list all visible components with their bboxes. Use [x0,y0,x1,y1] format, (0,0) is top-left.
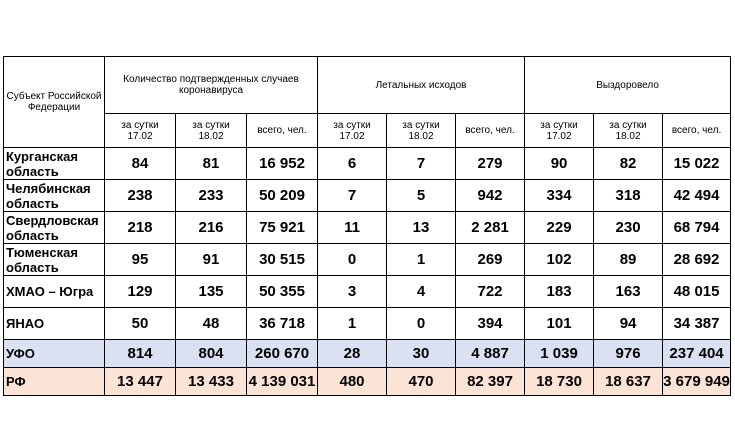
subheader-line: за сутки [192,119,230,131]
subheader-line: 18.02 [408,130,434,142]
column-subheader [105,114,176,148]
value-cell: 84 [105,148,176,180]
value-cell: 814 [105,340,176,368]
value-cell: 42 494 [663,180,731,212]
value-cell: 34 387 [663,308,731,340]
value-cell: 260 670 [247,340,318,368]
column-subheader [318,114,387,148]
value-cell: 13 433 [176,368,247,396]
value-cell: 28 [318,340,387,368]
table-row [4,276,731,308]
value-cell: 102 [525,244,594,276]
value-cell: 238 [105,180,176,212]
region-name-cell: Тюменская область [4,244,105,276]
subheader-line: всего, чел. [257,125,307,136]
table-row [4,308,731,340]
header-row [4,57,731,114]
subheader-line: всего, чел. [465,125,515,136]
value-cell: 91 [176,244,247,276]
value-cell: 233 [176,180,247,212]
confirmed-group-header: Количество подтвержденных случаев коронавируса [105,57,318,114]
table-body [4,148,731,396]
value-cell: 216 [176,212,247,244]
region-name-cell: Курганская область [4,148,105,180]
value-cell: 4 139 031 [247,368,318,396]
value-cell: 976 [594,340,663,368]
subheader-line: всего, чел. [671,125,722,136]
value-cell: 11 [318,212,387,244]
table-row [4,148,731,180]
value-cell: 18 637 [594,368,663,396]
table-row [4,368,731,396]
value-cell: 82 [594,148,663,180]
value-cell: 4 [387,276,456,308]
table-row [4,180,731,212]
value-cell: 163 [594,276,663,308]
subheader-line: за сутки [540,119,578,131]
value-cell: 50 209 [247,180,318,212]
value-cell: 722 [456,276,525,308]
value-cell: 15 022 [663,148,731,180]
value-cell: 36 718 [247,308,318,340]
column-subheader [387,114,456,148]
value-cell: 68 794 [663,212,731,244]
value-cell: 230 [594,212,663,244]
value-cell: 0 [387,308,456,340]
region-name-cell: ЯНАО [4,308,105,340]
value-cell: 75 921 [247,212,318,244]
value-cell: 237 404 [663,340,731,368]
column-subheader [456,114,525,148]
column-subheader [663,114,731,148]
value-cell: 1 [387,244,456,276]
value-cell: 0 [318,244,387,276]
value-cell: 30 [387,340,456,368]
value-cell: 95 [105,244,176,276]
value-cell: 48 015 [663,276,731,308]
value-cell: 2 281 [456,212,525,244]
value-cell: 3 679 949 [663,368,731,396]
subheader-line: 17.02 [127,130,153,142]
value-cell: 470 [387,368,456,396]
column-subheader [525,114,594,148]
subheader-line: за сутки [609,119,647,131]
value-cell: 6 [318,148,387,180]
value-cell: 48 [176,308,247,340]
value-cell: 5 [387,180,456,212]
value-cell: 30 515 [247,244,318,276]
region-name-cell: ХМАО – Югра [4,276,105,308]
value-cell: 7 [387,148,456,180]
value-cell: 1 [318,308,387,340]
column-subheader [176,114,247,148]
value-cell: 81 [176,148,247,180]
value-cell: 50 355 [247,276,318,308]
value-cell: 3 [318,276,387,308]
subheader-line: за сутки [121,119,159,131]
region-column-header: Субъект Российской Федерации [4,57,105,148]
value-cell: 229 [525,212,594,244]
value-cell: 334 [525,180,594,212]
table-row [4,212,731,244]
table-row [4,340,731,368]
value-cell: 101 [525,308,594,340]
value-cell: 28 692 [663,244,731,276]
value-cell: 183 [525,276,594,308]
subheader-row [4,114,731,148]
value-cell: 218 [105,212,176,244]
value-cell: 7 [318,180,387,212]
subheader-line: 17.02 [339,130,365,142]
value-cell: 16 952 [247,148,318,180]
value-cell: 89 [594,244,663,276]
subheader-line: 18.02 [198,130,224,142]
subheader-line: за сутки [402,119,440,131]
region-name-cell: УФО [4,340,105,368]
value-cell: 1 039 [525,340,594,368]
value-cell: 82 397 [456,368,525,396]
value-cell: 318 [594,180,663,212]
value-cell: 135 [176,276,247,308]
subheader-line: за сутки [333,119,371,131]
region-name-cell: Челябинская область [4,180,105,212]
region-name-cell: РФ [4,368,105,396]
value-cell: 480 [318,368,387,396]
covid-stats-table [3,56,731,396]
value-cell: 804 [176,340,247,368]
value-cell: 94 [594,308,663,340]
value-cell: 50 [105,308,176,340]
value-cell: 942 [456,180,525,212]
value-cell: 13 [387,212,456,244]
table-row [4,244,731,276]
value-cell: 18 730 [525,368,594,396]
value-cell: 279 [456,148,525,180]
value-cell: 13 447 [105,368,176,396]
value-cell: 394 [456,308,525,340]
recovered-group-header: Выздоровело [525,57,731,114]
column-subheader [247,114,318,148]
value-cell: 129 [105,276,176,308]
region-name-cell: Свердловская область [4,212,105,244]
subheader-line: 17.02 [546,130,572,142]
value-cell: 90 [525,148,594,180]
deaths-group-header: Летальных исходов [318,57,525,114]
value-cell: 269 [456,244,525,276]
column-subheader [594,114,663,148]
subheader-line: 18.02 [615,130,641,142]
value-cell: 4 887 [456,340,525,368]
